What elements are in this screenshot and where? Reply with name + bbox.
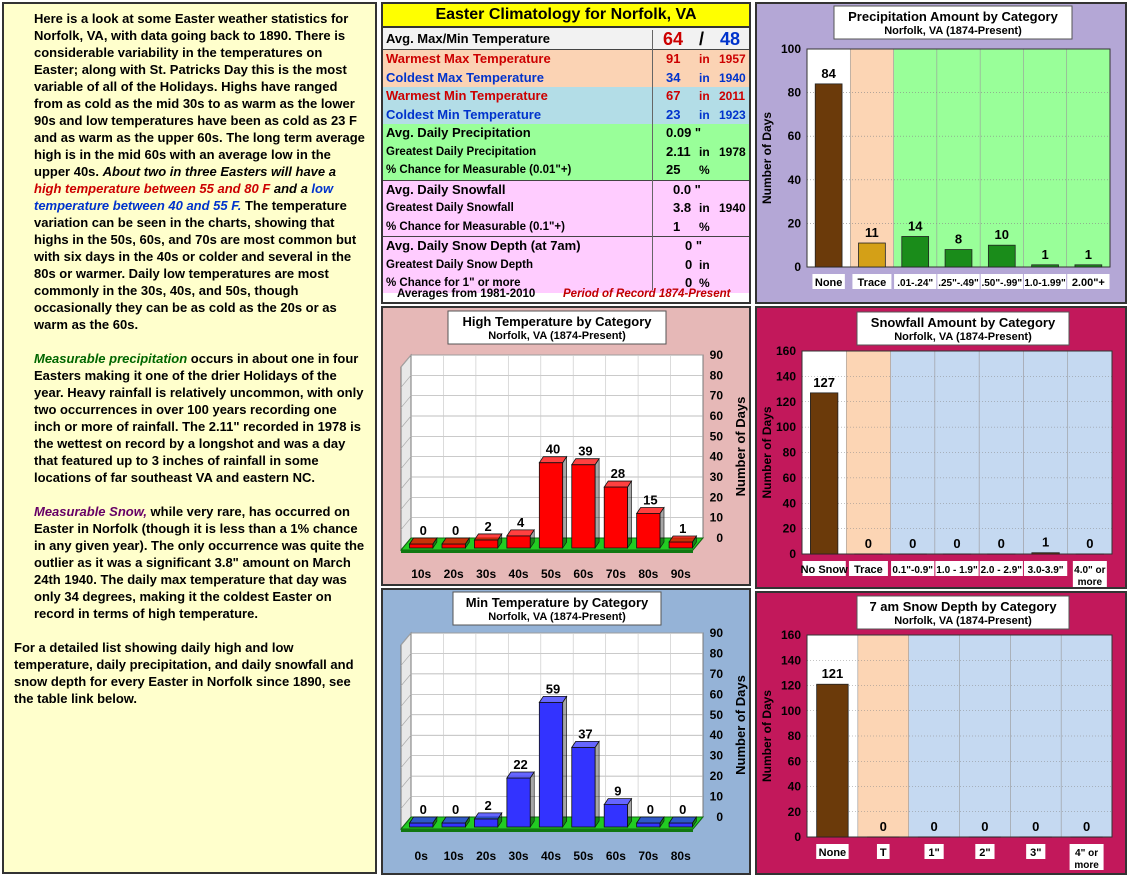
y-tick-label: 140 xyxy=(775,369,796,384)
data-label: 0 xyxy=(864,536,873,551)
row-year: 2011 xyxy=(719,89,746,103)
avg-maxmin-label: Avg. Max/Min Temperature xyxy=(386,31,550,46)
y-tick-label: 100 xyxy=(780,703,801,718)
bar-top xyxy=(637,817,664,823)
y-tick-label: 100 xyxy=(775,420,796,435)
bar-top xyxy=(539,696,566,702)
category-zone xyxy=(894,49,937,267)
category-label: None xyxy=(814,277,843,289)
avg-min-value: 48 xyxy=(720,29,741,49)
row-label: Avg. Daily Snow Depth (at 7am) xyxy=(386,238,581,253)
bar-front xyxy=(410,823,433,827)
category-label: 80s xyxy=(638,567,659,581)
snowfall-records xyxy=(383,181,749,238)
row-value: 0 " xyxy=(685,238,703,253)
category-label: Trace xyxy=(857,277,887,289)
y-tick-label: 20 xyxy=(787,804,801,819)
bar-front xyxy=(539,463,562,548)
row-label: Avg. Daily Snowfall xyxy=(386,181,506,197)
bar-front xyxy=(410,544,433,548)
category-label: 3.0-3.9" xyxy=(1027,565,1064,576)
data-label: 40 xyxy=(545,441,561,457)
category-label: T xyxy=(879,847,887,859)
climatology-row xyxy=(383,143,749,162)
row-value: 34 xyxy=(666,69,681,85)
table-footer xyxy=(383,286,749,302)
row-value: 23 xyxy=(666,106,681,122)
category-label: 70s xyxy=(605,567,626,581)
category-label: 1" xyxy=(928,847,940,859)
row-value: 0 xyxy=(685,275,693,290)
y-tick-label: 30 xyxy=(709,748,723,763)
y-tick-label: 140 xyxy=(780,653,801,668)
bar-side xyxy=(628,481,632,548)
category-label: .50"-.99" xyxy=(981,278,1023,289)
climatology-row xyxy=(383,237,749,256)
climatology-row xyxy=(383,87,749,106)
category-label: Trace xyxy=(854,564,883,576)
bar xyxy=(988,245,1015,267)
data-label: 59 xyxy=(545,681,561,697)
bar xyxy=(1075,265,1102,267)
y-tick-label: 80 xyxy=(787,729,801,743)
row-label: Greatest Daily Snowfall xyxy=(386,202,514,214)
narrative-highlight-low: low temperature between 40 and 55 F. xyxy=(34,181,334,213)
y-tick-label: 80 xyxy=(787,85,801,100)
side-wall xyxy=(401,633,411,829)
narrative-paragraph-3 xyxy=(14,503,367,622)
category-label: more xyxy=(1074,860,1099,871)
bar xyxy=(817,684,849,837)
y-tick-label: 80 xyxy=(709,646,723,661)
row-year: 1940 xyxy=(719,201,746,215)
row-year: 1978 xyxy=(719,144,746,159)
y-tick-label: 0 xyxy=(789,547,796,561)
bar-front xyxy=(637,823,660,827)
data-label: 39 xyxy=(578,443,593,459)
y-tick-label: 0 xyxy=(716,531,723,545)
bar-side xyxy=(530,772,534,827)
snowdepth-chart xyxy=(757,593,1125,873)
row-unit: in xyxy=(699,201,710,215)
category-label: 40s xyxy=(540,849,562,863)
min-temp-chart xyxy=(383,590,749,873)
bar-side xyxy=(660,508,664,549)
y-tick-label: 60 xyxy=(787,129,801,144)
snowdepth-records xyxy=(383,237,749,293)
row-value: 3.8 xyxy=(673,200,692,215)
narrative-text: while very rare, has occurred on Easter in Norfolk (though it is less than a 1% chance in any given year). The only occurrence was quite the outlier as it was a significant 3.8" amount on March 24th 1940. The daily max temperature that day was only 34 degrees, making it the coldest Easter on record in terms of high temperature. xyxy=(34,504,365,621)
y-tick-label: 20 xyxy=(709,490,723,505)
bar-top xyxy=(604,481,631,487)
y-tick-label: 20 xyxy=(787,216,801,231)
category-label: 50s xyxy=(573,849,594,863)
category-label: None xyxy=(818,847,847,859)
data-label: 14 xyxy=(907,218,923,234)
data-label: 0 xyxy=(419,523,427,538)
chart-subtitle: Norfolk, VA (1874-Present) xyxy=(884,25,1022,37)
category-label: 2.00"+ xyxy=(1071,277,1105,289)
bar-front xyxy=(442,544,465,548)
climatology-row xyxy=(383,161,749,180)
data-label: 1 xyxy=(1084,246,1092,262)
bar-side xyxy=(595,741,599,827)
row-label: % Chance for 1" or more xyxy=(386,277,521,289)
avg-sep: / xyxy=(699,29,705,49)
row-unit: in xyxy=(699,70,710,85)
bar-side xyxy=(563,457,567,548)
data-label: 127 xyxy=(813,374,835,390)
row-label: Coldest Min Temperature xyxy=(386,106,542,122)
bar xyxy=(810,393,837,554)
category-label: 20s xyxy=(476,849,497,863)
row-unit: in xyxy=(699,257,710,272)
data-label: 0 xyxy=(452,802,460,817)
data-label: 0 xyxy=(452,523,460,538)
narrative-highlight-precip: Measurable precipitation xyxy=(34,351,188,366)
data-label: 1 xyxy=(679,520,687,536)
y-tick-label: 40 xyxy=(709,728,723,743)
climatology-row xyxy=(383,181,749,200)
bar-front xyxy=(507,536,530,548)
bar-top xyxy=(572,741,599,747)
data-label: 8 xyxy=(954,231,963,247)
row-label: Avg. Daily Precipitation xyxy=(386,125,531,140)
data-label: 28 xyxy=(610,466,626,482)
narrative-text: About two in three Easters will have a xyxy=(102,164,336,179)
bar-front xyxy=(604,805,627,827)
category-label: 4" or xyxy=(1075,848,1099,859)
row-unit: in xyxy=(699,144,710,159)
category-zone xyxy=(1023,49,1066,267)
category-zone xyxy=(935,351,979,554)
y-tick-label: 40 xyxy=(787,172,801,187)
row-unit: in xyxy=(699,52,710,66)
y-tick-label: 20 xyxy=(782,521,796,536)
row-label: Warmest Max Temperature xyxy=(386,51,551,66)
bar-front xyxy=(572,747,595,827)
category-label: 10s xyxy=(411,567,432,581)
high-temp-chart-panel xyxy=(381,306,751,586)
bar-top xyxy=(669,536,696,542)
category-label: 40s xyxy=(508,567,529,581)
bar-front xyxy=(637,514,660,549)
y-tick-label: 50 xyxy=(709,707,723,722)
category-label: 20s xyxy=(443,567,464,581)
snowdepth-chart-panel xyxy=(755,591,1127,875)
row-value: 67 xyxy=(666,88,681,103)
y-tick-label: 70 xyxy=(709,666,723,681)
category-label: 10s xyxy=(443,849,464,863)
chart-title: 7 am Snow Depth by Category xyxy=(869,599,1057,614)
category-label: No Snow xyxy=(800,564,848,576)
bar-front xyxy=(442,823,465,827)
bar-front xyxy=(474,819,497,827)
chart-title: Precipitation Amount by Category xyxy=(848,9,1058,24)
climatology-row xyxy=(383,256,749,275)
data-label: 2 xyxy=(484,797,492,813)
category-label: 50s xyxy=(540,567,562,581)
climatology-row xyxy=(383,218,749,237)
category-label: 80s xyxy=(670,849,691,863)
narrative-paragraph-2 xyxy=(14,350,367,486)
bar-top xyxy=(507,772,534,778)
y-tick-label: 0 xyxy=(794,260,801,274)
category-label: 70s xyxy=(638,849,659,863)
y-tick-label: 100 xyxy=(780,42,801,56)
y-tick-label: 30 xyxy=(709,470,723,484)
row-value: 1 xyxy=(673,218,681,234)
footer-period: Period of Record 1874-Present xyxy=(563,288,731,300)
row-year: 1940 xyxy=(719,70,746,85)
precip-records xyxy=(383,124,749,181)
row-unit: % xyxy=(699,276,710,290)
data-label: 0 xyxy=(879,819,887,834)
table-divider xyxy=(652,30,653,290)
y-axis-label: Number of Days xyxy=(760,406,774,499)
y-tick-label: 80 xyxy=(782,445,796,460)
y-tick-label: 80 xyxy=(709,368,723,383)
y-tick-label: 40 xyxy=(709,449,723,464)
row-unit: % xyxy=(699,163,710,177)
narrative-text: and a xyxy=(270,181,312,196)
data-label: 0 xyxy=(419,802,427,817)
climatology-row xyxy=(383,106,749,125)
row-value: 91 xyxy=(666,51,681,66)
data-label: 0 xyxy=(930,819,938,834)
side-wall xyxy=(401,355,411,550)
category-label: 2.0 - 2.9" xyxy=(980,565,1023,576)
chart-subtitle: Norfolk, VA (1874-Present) xyxy=(488,611,626,623)
category-label: 0.1"-0.9" xyxy=(892,565,934,576)
bar-side xyxy=(595,459,599,548)
y-tick-label: 40 xyxy=(782,496,796,511)
row-year: 1923 xyxy=(719,107,746,122)
bar xyxy=(902,236,929,267)
y-axis-label: Number of Days xyxy=(760,689,774,783)
bar-top xyxy=(539,457,566,463)
footer-averages: Averages from 1981-2010 xyxy=(397,288,536,300)
narrative-text: Here is a look at some Easter weather statistics for Norfolk, VA, with data going back to 1890. There is considerable variability in the temperatures on Easter; along with St. Patricks Day this is the most variable of all of the Holidays. Highs have ranged from as cold as the mid 30s to as warm as the lower 90s and low temperatures have been as cold as 23 F and as warm as the upper 60s. The long term average high is in the mid 60s with an average low in the upper 40s. xyxy=(34,11,365,179)
bar-top xyxy=(604,799,631,805)
data-label: 121 xyxy=(821,666,844,682)
bar-front xyxy=(474,540,497,548)
y-tick-label: 0 xyxy=(716,810,723,824)
row-label: % Chance for Measurable (0.01"+) xyxy=(386,164,572,176)
category-zone xyxy=(858,635,909,837)
bar-front xyxy=(669,823,692,827)
data-label: 2 xyxy=(484,518,492,534)
y-tick-label: 20 xyxy=(709,769,723,784)
y-tick-label: 70 xyxy=(709,388,723,403)
climatology-table xyxy=(381,2,751,304)
bar xyxy=(1032,553,1059,554)
data-label: 0 xyxy=(997,536,1005,551)
row-value: 25 xyxy=(666,162,681,177)
data-label: 1 xyxy=(1041,246,1049,262)
bar-top xyxy=(572,459,599,465)
narrative-panel xyxy=(2,2,377,874)
y-tick-label: 90 xyxy=(709,348,723,362)
y-axis-label: Number of Days xyxy=(733,675,748,775)
y-tick-label: 90 xyxy=(709,626,723,640)
data-label: 1 xyxy=(1041,534,1050,550)
y-tick-label: 60 xyxy=(782,470,796,485)
bar xyxy=(945,250,972,267)
row-label: Greatest Daily Snow Depth xyxy=(386,258,533,271)
data-label: 10 xyxy=(994,227,1010,243)
category-label: 60s xyxy=(605,849,626,863)
floor-edge xyxy=(401,550,693,553)
data-label: 37 xyxy=(578,726,593,742)
snowfall-chart-panel xyxy=(755,306,1127,589)
category-label: 1.0-1.99" xyxy=(1024,278,1066,289)
row-unit: % xyxy=(699,219,710,234)
y-tick-label: 120 xyxy=(780,678,801,693)
narrative-paragraph-1 xyxy=(14,10,367,333)
bar xyxy=(859,243,886,267)
bar-front xyxy=(669,542,692,548)
bar-top xyxy=(410,538,437,544)
data-label: 0 xyxy=(646,802,654,817)
y-tick-label: 10 xyxy=(709,510,723,525)
chart-subtitle: Norfolk, VA (1874-Present) xyxy=(488,330,626,342)
chart-title: High Temperature by Category xyxy=(462,314,652,329)
data-label: 4 xyxy=(516,514,525,530)
climatology-title: Easter Climatology for Norfolk, VA xyxy=(383,4,749,28)
narrative-text: The temperature variation can be seen in the charts, showing that highs in the 50s, 60s, and 70s are most common but with six days in the 40s or colder and several in the 80s or warmer. Daily low temperatures are most commonly in the 30s, 40s, and 50s, though occasionally they can be as cold as the 20s or as warm as the 60s. xyxy=(34,198,357,332)
y-tick-label: 50 xyxy=(709,429,723,444)
data-label: 0 xyxy=(1032,819,1040,834)
category-label: 4.0" or xyxy=(1074,565,1106,576)
bar-top xyxy=(474,534,501,540)
min-temp-chart-panel xyxy=(381,588,751,875)
bar-top xyxy=(507,530,534,536)
row-value: 0 xyxy=(685,256,693,272)
row-label: Coldest Max Temperature xyxy=(386,69,544,85)
bar-top xyxy=(410,817,437,823)
bar-front xyxy=(572,465,595,548)
climatology-row xyxy=(383,69,749,88)
data-label: 0 xyxy=(1086,536,1094,551)
bar-top xyxy=(442,817,469,823)
high-temp-chart xyxy=(383,308,749,584)
category-label: 30s xyxy=(476,567,497,581)
data-label: 0 xyxy=(1082,819,1091,834)
precip-chart xyxy=(757,4,1125,302)
row-label: Greatest Daily Precipitation xyxy=(386,145,537,158)
y-axis-label: Number of Days xyxy=(733,396,748,497)
bar-top xyxy=(637,508,664,514)
data-label: 22 xyxy=(513,757,528,773)
row-value: 0.0 " xyxy=(673,181,701,197)
snowfall-chart xyxy=(757,308,1125,587)
category-label: 60s xyxy=(573,567,594,581)
avg-max-value: 64 xyxy=(663,29,684,49)
category-label: 30s xyxy=(508,849,529,863)
category-label: 1.0 - 1.9" xyxy=(936,565,978,576)
y-tick-label: 40 xyxy=(787,779,801,794)
y-tick-label: 160 xyxy=(780,628,801,642)
bar-front xyxy=(604,487,627,548)
temperature-records xyxy=(383,50,749,124)
y-tick-label: 60 xyxy=(787,754,801,769)
narrative-paragraph-4: For a detailed list showing daily high and low temperature, daily precipitation, and daily snowfall and snow depth for every Easter in Norfolk since 1890, see the table link below. xyxy=(14,640,354,706)
y-tick-label: 10 xyxy=(709,789,723,804)
category-label: 3" xyxy=(1030,847,1042,859)
category-label: .01-.24" xyxy=(897,278,934,289)
narrative-highlight-high: high temperature between 55 and 80 F xyxy=(34,181,271,196)
y-tick-label: 0 xyxy=(794,830,801,844)
avg-maxmin-row xyxy=(383,28,749,50)
data-label: 11 xyxy=(865,225,879,241)
narrative-highlight-snow: Measurable Snow, xyxy=(34,504,147,519)
data-label: 84 xyxy=(821,65,836,81)
data-label: 9 xyxy=(614,783,622,799)
row-label: Warmest Min Temperature xyxy=(386,88,548,103)
bar-top xyxy=(474,813,501,819)
climatology-row xyxy=(383,199,749,218)
bar-front xyxy=(507,778,530,827)
chart-subtitle: Norfolk, VA (1874-Present) xyxy=(894,331,1032,343)
y-tick-label: 120 xyxy=(775,394,796,409)
row-year: 1957 xyxy=(719,52,746,66)
row-value: 0.09 " xyxy=(666,125,702,140)
row-value: 2.11 xyxy=(666,143,691,159)
data-label: 0 xyxy=(953,536,961,551)
chart-subtitle: Norfolk, VA (1874-Present) xyxy=(894,615,1032,627)
category-zone xyxy=(1067,49,1110,267)
chart-title: Min Temperature by Category xyxy=(465,595,649,610)
data-label: 0 xyxy=(981,819,989,834)
category-label: 0s xyxy=(414,849,428,863)
row-unit: in xyxy=(699,89,710,103)
data-label: 0 xyxy=(679,802,687,817)
data-label: 0 xyxy=(909,536,917,551)
precip-chart-panel xyxy=(755,2,1127,304)
narrative-text: occurs in about one in four Easters making it one of the drier Holidays of the year. Heavy rainfall is relatively uncommon, with only two occurrences in over 100 years recording one inch or more of rainfall. The 2.11" recorded in 1978 is the wettest on record by a longshot and was a day that featured up to 3 inches of rainfall in some locations of far southeast VA and eastern NC. xyxy=(34,351,364,485)
bar-top xyxy=(669,817,696,823)
data-label: 15 xyxy=(643,492,658,508)
row-label: % Chance for Measurable (0.1"+) xyxy=(386,220,565,233)
y-tick-label: 160 xyxy=(775,344,796,358)
category-label: 2" xyxy=(979,847,991,859)
y-axis-label: Number of Days xyxy=(760,111,774,205)
bar xyxy=(815,84,842,267)
bar-side xyxy=(563,696,567,827)
bar-top xyxy=(442,538,469,544)
climatology-row xyxy=(383,50,749,69)
category-label: 90s xyxy=(670,567,691,581)
climatology-row xyxy=(383,124,749,143)
bar xyxy=(1032,265,1059,267)
category-label: .25"-.49" xyxy=(938,278,979,289)
bar-front xyxy=(539,702,562,827)
category-label: more xyxy=(1077,577,1103,587)
floor-edge xyxy=(401,829,693,832)
row-unit: in xyxy=(699,107,710,122)
chart-title: Snowfall Amount by Category xyxy=(870,315,1056,330)
y-tick-label: 60 xyxy=(709,687,723,702)
y-tick-label: 60 xyxy=(709,409,723,423)
